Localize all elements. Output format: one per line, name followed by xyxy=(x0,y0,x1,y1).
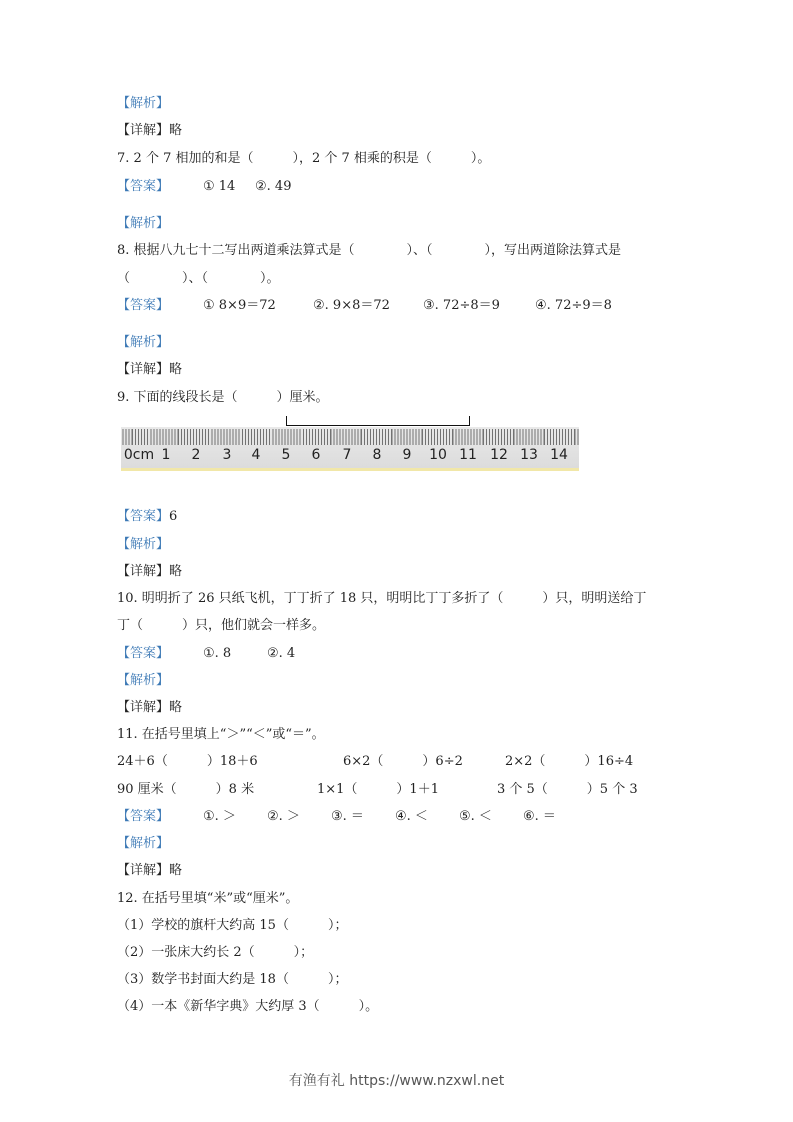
answer-tag: 【答案】 xyxy=(117,179,170,194)
ruler-label: 5 xyxy=(281,447,291,463)
q12-item-4: （4）一本《新华字典》大约厚 3（ ）。 xyxy=(117,999,379,1014)
q11-answer-1: ①. ＞ xyxy=(203,809,236,824)
detail-tag: 【详解】 xyxy=(117,863,170,878)
q11-answer-row xyxy=(117,808,556,826)
detail-text: 略 xyxy=(169,362,183,377)
question-9: 9. 下面的线段长是（ ）厘米。 xyxy=(117,390,329,405)
answer-tag: 【答案】 xyxy=(117,509,170,524)
answer-tag: 【答案】 xyxy=(117,809,170,824)
ruler-label: 2 xyxy=(191,447,201,463)
ruler-label: 3 xyxy=(222,447,232,463)
ruler-label: 14 xyxy=(550,447,568,463)
analysis-tag: 【解析】 xyxy=(117,537,170,552)
q11-answer-4: ④. ＜ xyxy=(395,809,428,824)
q8-answer-row xyxy=(117,297,612,315)
q11-item-4: 90 厘米（ ）8 米 xyxy=(117,782,255,797)
question-8-line1: 8. 根据八九七十二写出两道乘法算式是（ ）、（ ），写出两道除法算式是 xyxy=(117,243,622,258)
detail-row xyxy=(117,862,182,880)
q12-item-1: （1）学校的旗杆大约高 15（ ）； xyxy=(117,918,348,933)
question-10-line2: 丁（ ）只，他们就会一样多。 xyxy=(117,618,326,633)
question-7: 7. 2 个 7 相加的和是（ ），2 个 7 相乘的积是（ ）。 xyxy=(117,151,491,166)
ruler-label: 8 xyxy=(372,447,382,463)
detail-text: 略 xyxy=(169,564,183,579)
q11-answer-6: ⑥. ＝ xyxy=(523,809,556,824)
q11-item-5: 1×1（ ）1＋1 xyxy=(317,782,439,797)
detail-text: 略 xyxy=(169,863,183,878)
detail-tag: 【详解】 xyxy=(117,362,170,377)
detail-tag: 【详解】 xyxy=(117,700,170,715)
ruler-image xyxy=(121,427,579,471)
q7-answer-row xyxy=(117,178,292,196)
ruler-label: 0cm xyxy=(123,447,155,463)
line-segment xyxy=(286,416,470,426)
q12-item-3: （3）数学书封面大约是 18（ ）； xyxy=(117,972,348,987)
analysis-tag: 【解析】 xyxy=(117,96,170,111)
q8-answer-1: ① 8×9＝72 xyxy=(203,298,276,313)
q11-answer-3: ③. ＝ xyxy=(331,809,364,824)
ruler-label: 7 xyxy=(342,447,352,463)
ruler-label: 13 xyxy=(520,447,538,463)
analysis-tag: 【解析】 xyxy=(117,216,170,231)
answer-tag: 【答案】 xyxy=(117,298,170,313)
q11-item-2: 6×2（ ）6÷2 xyxy=(343,754,463,769)
q7-answer-1: ① 14 xyxy=(203,179,236,194)
q11-answer-5: ⑤. ＜ xyxy=(459,809,492,824)
q8-answer-4: ④. 72÷9＝8 xyxy=(535,298,612,313)
q11-item-3: 2×2（ ）16÷4 xyxy=(505,754,634,769)
ruler-label: 12 xyxy=(490,447,508,463)
q7-answer-2: ②. 49 xyxy=(255,179,292,194)
detail-tag: 【详解】 xyxy=(117,564,170,579)
analysis-tag: 【解析】 xyxy=(117,836,170,851)
q11-item-1: 24＋6（ ）18＋6 xyxy=(117,754,258,769)
ruler-label: 9 xyxy=(402,447,412,463)
q10-answer-2: ②. 4 xyxy=(267,646,296,661)
q11-item-6: 3 个 5（ ）5 个 3 xyxy=(497,782,638,797)
detail-row xyxy=(117,699,182,717)
question-11: 11. 在括号里填上“＞”“＜”或“＝”。 xyxy=(117,727,325,742)
ruler-label: 6 xyxy=(311,447,321,463)
detail-tag: 【详解】 xyxy=(117,123,170,138)
ruler-label: 1 xyxy=(161,447,171,463)
ruler-label: 4 xyxy=(251,447,261,463)
footer-watermark: 有渔有礼 https://www.nzxwl.net xyxy=(288,1073,505,1089)
question-12: 12. 在括号里填“米”或“厘米”。 xyxy=(117,891,299,906)
question-8-line2: （ ）、（ ）。 xyxy=(117,271,280,286)
q9-answer: 6 xyxy=(169,509,178,524)
q9-answer-row xyxy=(117,508,177,526)
q10-answer-row xyxy=(117,645,296,663)
answer-tag: 【答案】 xyxy=(117,646,170,661)
ruler-label: 11 xyxy=(459,447,477,463)
q8-answer-2: ②. 9×8＝72 xyxy=(313,298,390,313)
detail-row xyxy=(117,361,182,379)
detail-text: 略 xyxy=(169,700,183,715)
q8-answer-3: ③. 72÷8＝9 xyxy=(423,298,500,313)
analysis-tag: 【解析】 xyxy=(117,335,170,350)
question-10-line1: 10. 明明折了 26 只纸飞机，丁丁折了 18 只，明明比丁丁多折了（ ）只，明明送给丁 xyxy=(117,591,647,606)
detail-text: 略 xyxy=(169,123,183,138)
detail-row xyxy=(117,122,182,140)
q10-answer-1: ①. 8 xyxy=(203,646,232,661)
ruler-label: 10 xyxy=(429,447,447,463)
q11-answer-2: ②. ＞ xyxy=(267,809,300,824)
q12-item-2: （2）一张床大约长 2（ ）； xyxy=(117,945,314,960)
detail-row xyxy=(117,563,182,581)
ruler-ticks xyxy=(121,429,579,445)
analysis-tag: 【解析】 xyxy=(117,673,170,688)
